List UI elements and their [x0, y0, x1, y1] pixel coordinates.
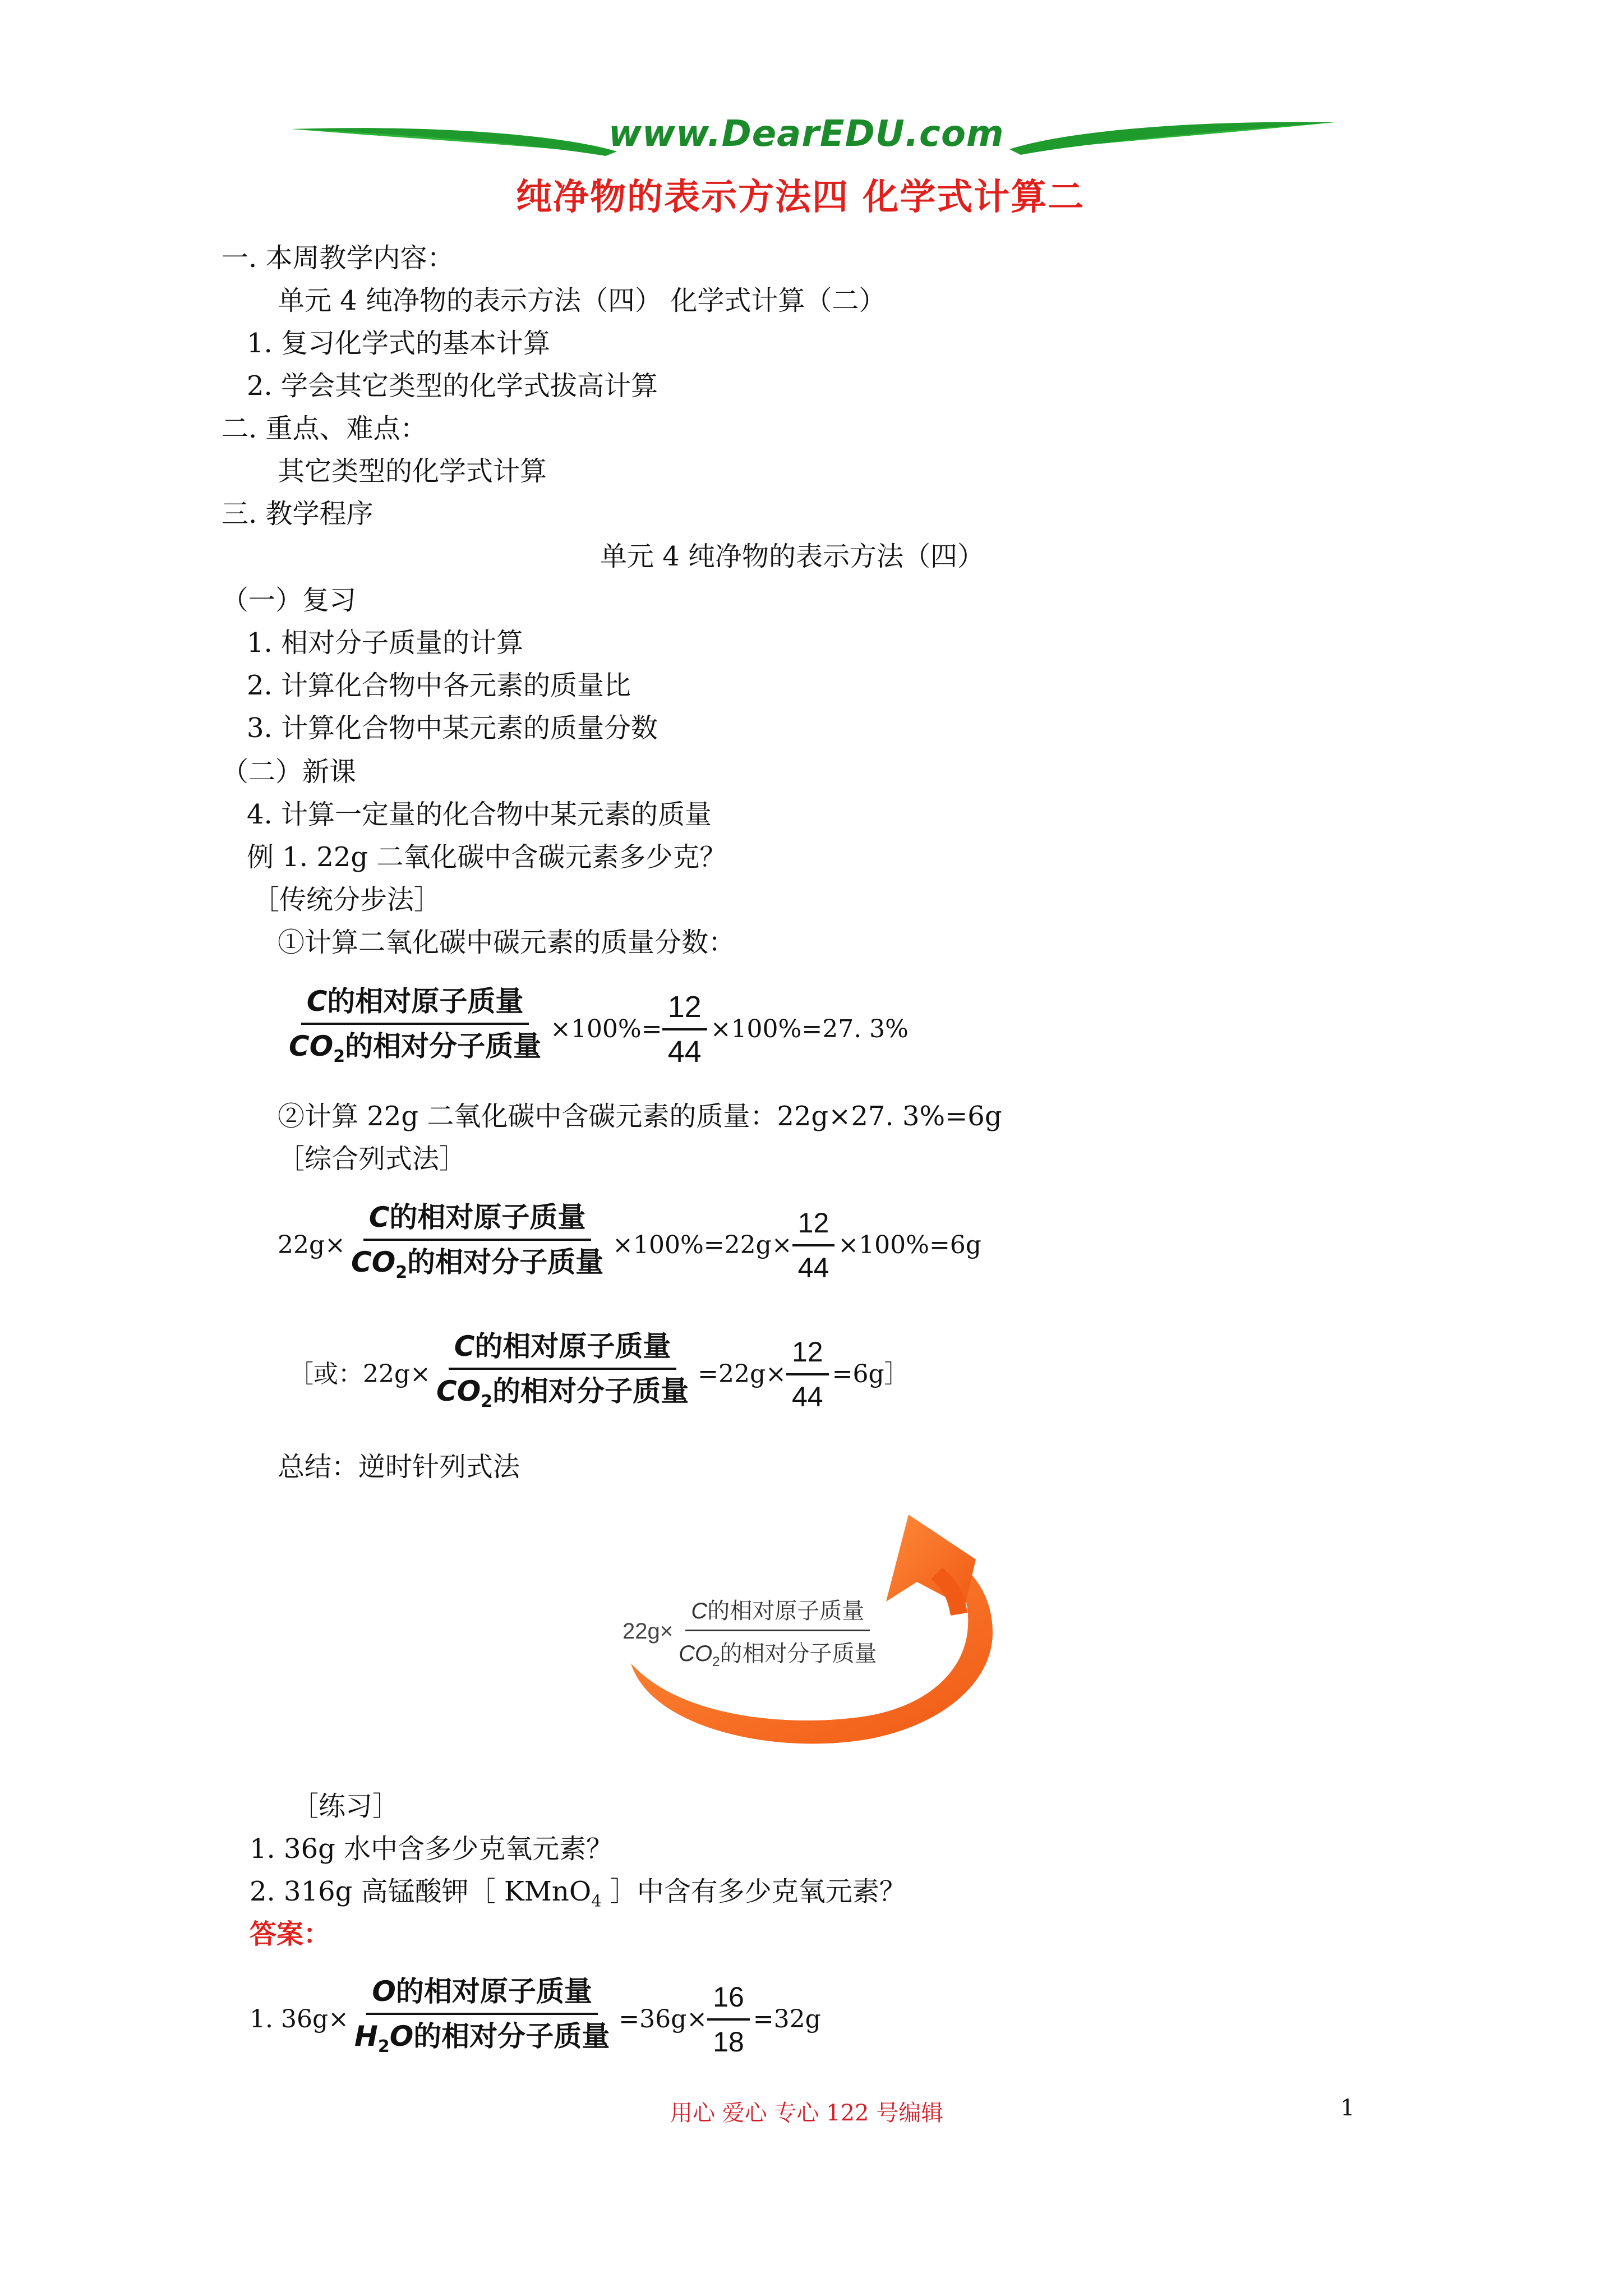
- review-item3: 3. 计算化合物中某元素的质量分数: [247, 712, 658, 744]
- fraction-o-h2o: $\frac{\text{O的相对原子质量}}{H_2O的相对分子质量}$: [354, 1975, 610, 2056]
- practice-item1: 1. 36g 水中含多少克氧元素？: [250, 1833, 614, 1865]
- page-number: 1: [1340, 2095, 1355, 2121]
- answer-label: 答案：: [250, 1918, 331, 1950]
- new-item4: 4. 计算一定量的化合物中某元素的质量: [247, 799, 712, 830]
- summary: 总结：逆时针列式法: [278, 1451, 520, 1483]
- review-item1: 1. 相对分子质量的计算: [247, 627, 524, 659]
- arrow-fraction: $\frac{\text{C的相对原子质量}}{CO_2的相对分子质量}$: [673, 1593, 882, 1670]
- section1-heading: 一. 本周教学内容：: [222, 242, 454, 274]
- footer-text: 用心 爱心 专心 122 号编辑: [670, 2100, 944, 2126]
- fraction-16-18: $\frac{16}{18}$: [707, 1980, 750, 2059]
- practice-item2: 2. 316g 高锰酸钾［ KMnO$_4$ ］中含有多少克氧元素？: [250, 1876, 906, 1911]
- counterclockwise-diagram: 22g× $\frac{\text{C的相对原子质量}}{CO_2的相对分子质量}$: [606, 1503, 1021, 1761]
- fraction-c-co2: $\frac{\text{C的相对原子质量}}{CO_2的相对分子质量}$: [289, 985, 542, 1066]
- section1-unit: 单元 4 纯净物的表示方法（四） 化学式计算（二）: [278, 285, 886, 316]
- formula-answer1: 1. 36g× $\frac{\text{O的相对原子质量}}{H_2O的相对分子质量}$ =36g× $\frac{16}{18}$ =32g: [250, 1975, 821, 2064]
- example1: 例 1. 22g 二氧化碳中含碳元素多少克？: [247, 841, 727, 873]
- logo-text: www.DearEDU.com: [608, 113, 1004, 155]
- header-logo: [292, 112, 1335, 163]
- section1-item1: 1. 复习化学式的基本计算: [247, 328, 551, 359]
- formula-combined: 22g× $\frac{\text{C的相对原子质量}}{CO_2的相对分子质量}$ ×100%=22g× $\frac{12}{44}$ ×100%=6g: [278, 1200, 981, 1290]
- section1-item2: 2. 学会其它类型的化学式拔高计算: [247, 370, 658, 402]
- formula-alternate: ［或：22g× $\frac{\text{C的相对原子质量}}{CO_2的相对分子质量}$ =22g× $\frac{12}{44}$ =6g］: [289, 1329, 909, 1419]
- fraction-12-44-2: $\frac{12}{44}$: [792, 1206, 835, 1285]
- fraction-12-44-3: $\frac{12}{44}$: [786, 1335, 829, 1414]
- section3-heading: 三. 教学程序: [222, 498, 374, 530]
- review-item2: 2. 计算化合物中各元素的质量比: [247, 670, 631, 701]
- new-heading: （二）新课: [222, 756, 357, 788]
- step1: ①计算二氧化碳中碳元素的质量分数：: [278, 927, 736, 958]
- fraction-c-co2-2: $\frac{\text{C的相对原子质量}}{CO_2的相对分子质量}$: [351, 1201, 604, 1282]
- section3-unit-center: 单元 4 纯净物的表示方法（四）: [600, 541, 985, 572]
- step2: ②计算 22g 二氧化碳中含碳元素的质量：22g×27. 3%=6g: [278, 1101, 1002, 1132]
- practice-heading: ［练习］: [292, 1791, 400, 1822]
- fraction-12-44: $\frac{12}{44}$: [662, 990, 707, 1069]
- formula-mass-fraction: $\frac{\text{C的相对原子质量}}{CO_2的相对分子质量}$ ×100%= $\frac{12}{44}$ ×100%=27. 3%: [283, 984, 909, 1074]
- page-title: 纯净物的表示方法四 化学式计算二: [516, 176, 1085, 218]
- traditional-method: ［传统分步法］: [252, 884, 441, 915]
- section2-content: 其它类型的化学式计算: [278, 455, 547, 487]
- fraction-c-co2-3: $\frac{\text{C的相对原子质量}}{CO_2的相对分子质量}$: [436, 1330, 689, 1411]
- combined-method: ［综合列式法］: [278, 1143, 467, 1175]
- section2-heading: 二. 重点、难点：: [222, 413, 427, 444]
- review-heading: （一）复习: [222, 585, 357, 616]
